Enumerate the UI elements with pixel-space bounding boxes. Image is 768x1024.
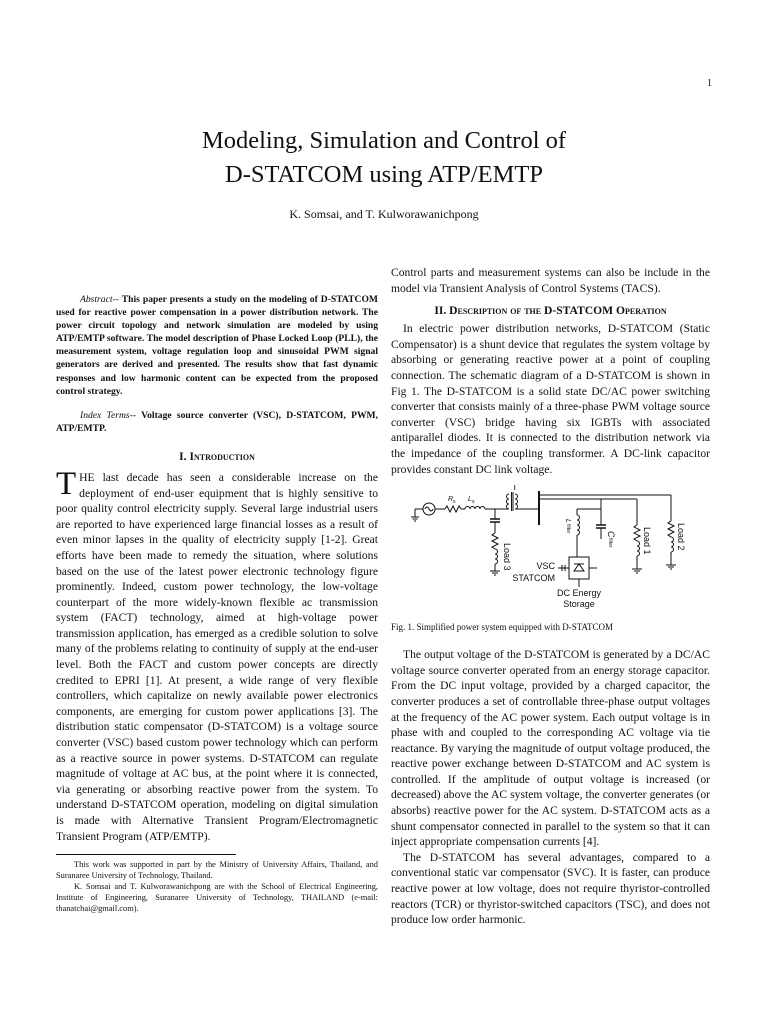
label-l-filter-sub: filter (565, 524, 571, 534)
transformer-secondary (515, 494, 518, 509)
label-transformer: T (512, 485, 518, 493)
load3-resistor (492, 533, 498, 549)
label-statcom: STATCOM (512, 573, 555, 584)
label-ls: L (468, 496, 472, 504)
label-rs-sub: s (453, 499, 456, 506)
title-line-2: D-STATCOM using ATP/EMTP (225, 161, 543, 188)
page-number: 1 (707, 78, 712, 89)
label-ls-sub: s (472, 499, 475, 506)
load1-resistor (634, 525, 640, 541)
abstract-text: This paper presents a study on the modeling of D-STATCOM used for reactive power compensation in a power distribution network. The power circuit topology and network simulation are modeled by using ATP/EMTP software. The model description of Phase Locked Loop (PLL), the measurement system, voltage regulation loop and sinusoidal PWM signal generators are derived and presented. The results show that fast dynamic responses and low harmonic content can be expected from the proposed control strategy. (56, 294, 378, 397)
footnote-divider (56, 854, 236, 855)
transformer-primary (507, 494, 510, 509)
section-heading-introduction: I. Introduction (179, 449, 255, 463)
label-c-filter-sub: filter (607, 538, 613, 548)
label-load2: Load 2 (676, 523, 686, 551)
index-terms (56, 409, 378, 435)
right-column (391, 265, 710, 928)
advantages-paragraph: The D-STATCOM has several advantages, compared to a conventional static var compensator (SVC). It is faster, can produce reactive power at low voltage, does not require thyristor-controlled reactors (TCR) or thyristor-switched capacitors (TSC), and does not produce low order harmonic. (391, 850, 710, 927)
rs-resistor (445, 506, 461, 512)
abstract (56, 293, 378, 398)
l-filter-inductor (577, 515, 580, 535)
ls-inductor (465, 507, 485, 510)
index-terms-lead: Index Terms-- (80, 409, 137, 421)
footnote-affiliation: K. Somsai and T. Kulworawanichpong are with the School of Electrical Engineering, Institute of Engineering, Suranaree University of Technology, THAILAND (e-mail: thanatchai@gmail.com). (56, 882, 378, 914)
output-voltage-paragraph: The output voltage of the D-STATCOM is generated by a DC/AC voltage source converter operated from an energy storage capacitor. From the DC input voltage, provided by a charged capacitor, the converter produces a set of controllable three-phase output voltages at the frequency of the AC power system. Each output voltage is in phase with and coupled to the corresponding AC voltage via tie reactance. By varying the magnitude of output voltage produced, the reactive power exchange between D-STATCOM and AC system is controlled. If the amplitude of output voltage is increased (or decreased) above the AC system voltage, the converter generates (or absorbs) reactive power for the AC system. D-STATCOM acts as a shunt compensator connected in parallel to the system so that it can inject appropriate compensation currents [4]. (391, 648, 710, 849)
paper-title (60, 124, 708, 192)
index-terms-text: Voltage source converter (VSC), D-STATCOM, PWM, ATP/EMTP. (56, 409, 378, 434)
title-line-1: Modeling, Simulation and Control of (201, 127, 567, 154)
drop-cap: T (56, 465, 77, 502)
figure-caption: Fig. 1. Simplified power system equipped with D-STATCOM (391, 622, 614, 633)
abstract-lead: Abstract-- (80, 294, 119, 305)
label-load1: Load 1 (642, 527, 652, 555)
load2-resistor (668, 521, 674, 537)
label-rs: R (448, 496, 454, 504)
introduction-text: HE last decade has seen a considerable increase on the deployment of end-user equipment that is highly sensitive to poor quality control electricity supply. Several large industrial users are reported to have experienced large financial losses as a result of even minor lapses in the quality of electricity supply [1-2]. Great efforts have been made to remedy the situation, where solutions based on the use of the latest power electronic technology figure prominently. Indeed, custom power technology, the low-voltage counterpart of the more widely-known flexible ac transmission system (FACT) technology, aimed at high-voltage power transmission application, has emerged as a credible solution to solve many of the problems relating to continuity of supply at the end-user level. Both the FACT and custom power concepts are directly credited to EPRI [1]. At present, a wide range of very flexible controllers, which capitalize on newly available power electronics components, are emerging for custom power applications [3]. The distribution static compensator (D-STATCOM) is a voltage source converter (VSC) based custom power technology which can perform as a reactive source in power systems. D-STATCOM can regulate magnitude of voltage at AC bus, at the point where it is connected, via generating or absorbing reactive power from the system. To understand D-STATCOM operation, modeling on digital simulation is made with Alternative Transient Program/Electromagnetic Transient Program (ATP/EMTP). (56, 470, 378, 843)
description-paragraph: In electric power distribution networks, D-STATCOM (Static Compensator) is a shunt device that regulates the system voltage by absorbing or generating reactive power at a point of coupling connection. The schematic diagram of a D-STATCOM is shown in Fig 1. The D-STATCOM is a solid state DC/AC power switching converter that consists mainly of a three-phase PWM voltage source converter (VSC) bridge having six IGBTs with associated antiparallel diodes. It is connected to the distribution network via the impedance of the coupling transformer. A DC-link capacitor provides constant DC link voltage. (391, 322, 710, 476)
label-storage: Storage (563, 599, 595, 610)
authors: K. Somsai, and T. Kulworawanichpong (289, 207, 479, 221)
label-l-filter: L (564, 519, 571, 524)
continuation-paragraph: Control parts and measurement systems can also be include in the model via Transient Analysis of Control Systems (TACS). (391, 266, 710, 295)
label-load3: Load 3 (502, 543, 512, 571)
label-c-filter: C (606, 531, 616, 538)
label-dc-energy: DC Energy (556, 588, 602, 599)
introduction-paragraph (56, 465, 378, 844)
vsc-box (569, 557, 589, 579)
section-heading-description: II. Description of the D-STATCOM Operation (434, 304, 667, 318)
footnote-funding: This work was supported in part by the Ministry of University Affairs, Thailand, and Suranaree University of Technology, Thailand. (56, 860, 378, 881)
schematic-diagram (391, 485, 710, 609)
figure-1-schematic (391, 485, 710, 609)
left-column (56, 293, 378, 914)
label-vsc: VSC (536, 561, 555, 572)
